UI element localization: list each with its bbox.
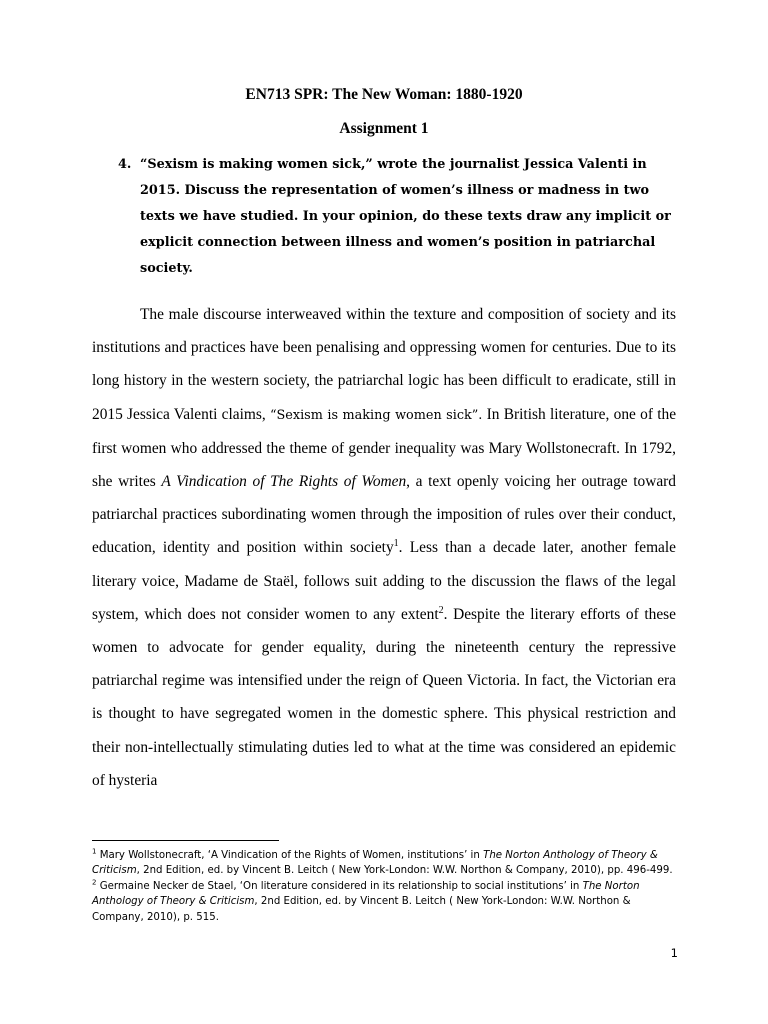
footnote-text: Germaine Necker de Stael, ‘On literature considered in its relationship to social institutions’ in (96, 880, 583, 892)
footnote-reference[interactable]: 2 (438, 604, 444, 616)
footnote-number: 1 (92, 847, 97, 856)
footnote-separator (92, 840, 279, 841)
footnotes (92, 848, 676, 925)
footnote-text: Mary Wollstonecraft, ‘A Vindication of the Rights of Women, institutions’ in (96, 850, 484, 861)
footnote-number: 2 (92, 878, 97, 887)
assignment-title: Assignment 1 (339, 120, 429, 137)
question-text: “Sexism is making women sick,” wrote the journalist Jessica Valenti in 2015. Discuss the representation of women’s illness or madness in two texts we have studied. In your opinion, do these texts draw any implicit or explicit connection between illness and women’s position in patriarchal society. (140, 157, 671, 276)
paragraph-text-part: In British literature, one of the first women who addressed the theme of gender inequality was Mary Wollstonecraft. In 1792, she writes (92, 405, 677, 491)
work-title: A Vindication of The Rights of Women (161, 473, 407, 491)
paragraph-text-part: . Despite the literary efforts of these women to advocate for gender equality, during the nineteenth century the repressive patriarchal regime was intensified under the reign of Queen Victoria. In fact, the Victorian era is thought to have segregated women in the domestic sphere. This physical restriction and their non-intellectually stimulating duties led to what at the time was considered an epidemic of hysteria (92, 605, 676, 789)
valenti-quote: “Sexism is making women sick”. (269, 407, 483, 423)
footnote-text: , 2nd Edition, ed. by Vincent B. Leitch ( New York-London: W.W. Northon & Company, 2010), p. 515. (92, 896, 631, 923)
question-number: 4. (118, 157, 132, 172)
footnote-1 (92, 848, 676, 879)
footnote-text: , 2nd Edition, ed. by Vincent B. Leitch ( New York-London: W.W. Northon & Company, 2010), pp. 496-499. (136, 865, 673, 877)
footnote-work-title: The Norton Anthology of Theory & Criticism (92, 880, 640, 908)
course-title: EN713 SPR: The New Woman: 1880-1920 (245, 86, 523, 103)
essay-paragraph (92, 298, 676, 797)
assignment-question (118, 152, 678, 282)
footnote-2 (92, 879, 676, 925)
paragraph-text-part: The male discourse interweaved within the texture and composition of society and its institutions and practices have been penalising and oppressing women for centuries. Due to its long history in the western society, the patriarchal logic has been difficult to eradicate, still in 2015 Jessica Valenti claims, (92, 306, 676, 423)
page-number: 1 (670, 946, 678, 960)
footnote-work-title: The Norton Anthology of Theory & Criticism (92, 850, 658, 877)
footnote-reference[interactable]: 1 (393, 538, 399, 550)
paragraph-text-part: . Less than a decade later, another female literary voice, Madame de Staël, follows suit adding to the discussion the flaws of the legal system, which does not consider women to any extent (92, 539, 676, 623)
paragraph-text-part: , a text openly voicing her outrage toward patriarchal practices subordinating women through the imposition of rules over their conduct, education, identity and position within society (92, 473, 677, 557)
